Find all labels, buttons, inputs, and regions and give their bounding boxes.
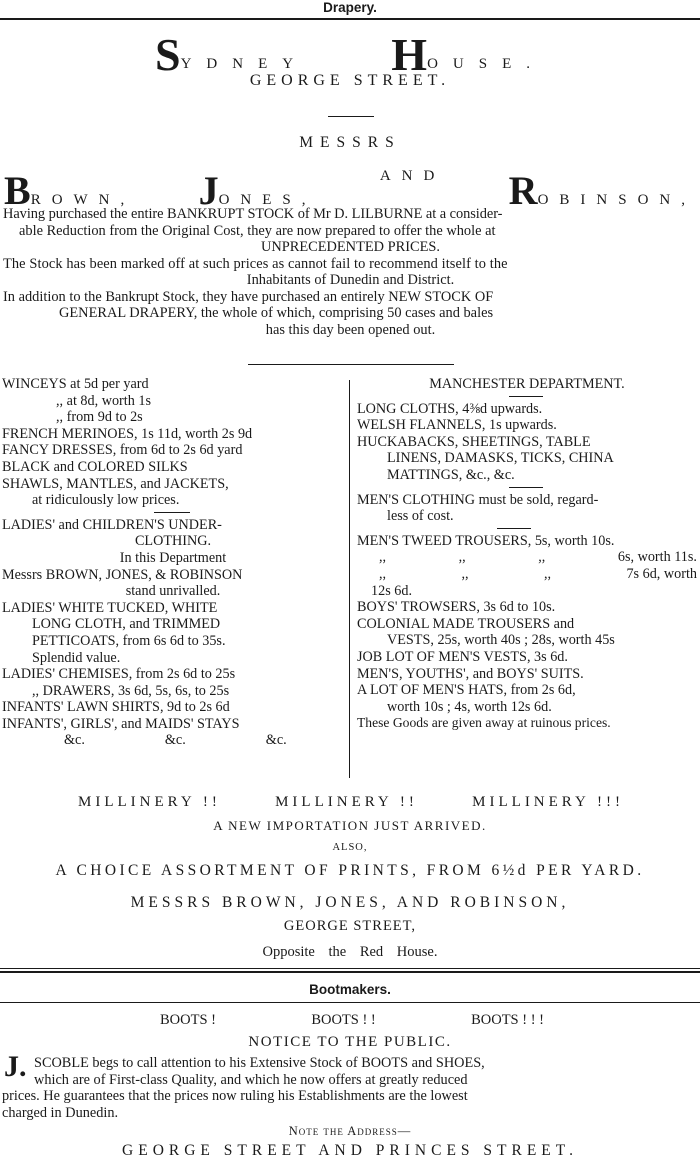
list-item: WINCEYS at 5d per yard [2, 376, 149, 392]
list-item: at ridiculously low prices. [32, 492, 180, 509]
intro-line: The Stock has been marked off at such prices as cannot fail to recommend itself to the [3, 255, 508, 272]
intro-line: In addition to the Bankrupt Stock, they have purchased an entirely NEW STOCK OF [3, 288, 494, 305]
list-item: INFANTS' LAWN SHIRTS, 9d to 2s 6d [2, 699, 230, 716]
body-line: SCOBLE begs to call attention to his Extensive Stock of BOOTS and SHOES, [34, 1055, 485, 1071]
body-line: which are of First-class Quality, and which he now offers at greatly reduced [34, 1071, 468, 1088]
body-line: prices. He guarantees that the prices now ruling his Establishments are the lowest [2, 1088, 468, 1104]
scoble-paragraph [2, 1055, 698, 1121]
list-item: LINENS, DAMASKS, TICKS, CHINA [387, 450, 614, 467]
list-item: FANCY DRESSES, from 6d to 2s 6d yard [2, 442, 243, 459]
title-house: HOUSE. [391, 29, 545, 80]
firm-brown: BROWN, [4, 168, 136, 213]
notice-heading: NOTICE TO THE PUBLIC. [248, 1034, 452, 1050]
list-item: CLOTHING. [134, 533, 212, 550]
list-item: LONG CLOTHS, 4⅜d upwards. [357, 400, 543, 417]
firm-jones: JONES, [198, 168, 317, 213]
list-item: ,, DRAWERS, 3s 6d, 5s, 6s, to 25s [32, 682, 230, 699]
list-item: SHAWLS, MANTLES, and JACKETS, [2, 475, 229, 492]
list-item: MEN'S CLOTHING must be sold, regard- [357, 491, 599, 508]
column-divider [349, 380, 350, 778]
list-item: COLONIAL MADE TROUSERS and [357, 615, 575, 632]
list-item: BLACK and COLORED SILKS [2, 458, 188, 475]
right-column [357, 376, 697, 732]
millinery-text: MILLINERY !!! [472, 794, 624, 810]
divider [0, 18, 700, 20]
etc: &c. [265, 732, 287, 749]
list-item: worth 10s ; 4s, worth 12s 6d. [387, 698, 552, 715]
divider [0, 1002, 700, 1003]
list-item: MEN'S, YOUTHS', and BOYS' SUITS. [357, 665, 584, 682]
intro-line: UNPRECEDENTED PRICES. [260, 239, 441, 255]
etc: &c. [64, 732, 85, 749]
list-item: BOYS' TROWSERS, 3s 6d to 10s. [357, 599, 556, 616]
note-address: Note the Address— [288, 1124, 412, 1138]
ditto: ,, [461, 565, 469, 582]
list-item: ,, from 9d to 2s [56, 409, 143, 426]
ditto: ,, [543, 565, 552, 582]
list-item: PETTICOATS, from 6s 6d to 35s. [32, 632, 226, 649]
list-item: less of cost. [387, 508, 454, 525]
ditto: ,, [458, 549, 466, 566]
list-item: 12s 6d. [371, 582, 412, 599]
list-item [357, 566, 697, 583]
short-rule [357, 525, 697, 533]
list-item: MEN'S TWEED TROUSERS, 5s, worth 10s. [357, 532, 615, 549]
title-sydney: SYDNEY [155, 29, 309, 80]
list-item: Messrs BROWN, JONES, & ROBINSON [2, 566, 243, 583]
intro-text [3, 206, 698, 338]
messrs-heading: MESSRS [299, 134, 401, 151]
address-line: GEORGE STREET AND PRINCES STREET. [122, 1142, 578, 1159]
list-item: MATTINGS, &c., &c. [387, 466, 515, 483]
list-item: A LOT OF MEN'S HATS, from 2s 6d, [357, 682, 576, 699]
intro-line: Inhabitants of Dunedin and District. [246, 272, 455, 288]
firm-robinson: ROBINSON, [508, 168, 696, 213]
millinery-text: MILLINERY !! [275, 794, 418, 810]
millinery-row [78, 794, 624, 811]
section-heading-drapery: Drapery. [323, 0, 377, 15]
also-line: ALSO, [332, 842, 368, 853]
etc-row [2, 732, 344, 749]
price: 6s, worth 11s. [617, 549, 697, 566]
divider [0, 971, 700, 973]
divider [248, 364, 454, 365]
list-item: VESTS, 25s, worth 40s ; 28s, worth 45s [387, 632, 615, 649]
firm-name-banner [4, 160, 696, 213]
list-item: In this Department [119, 549, 227, 566]
list-item: INFANTS', GIRLS', and MAIDS' STAYS [2, 715, 240, 732]
list-item: HUCKABACKS, SHEETINGS, TABLE [357, 433, 591, 450]
list-item: Splendid value. [32, 649, 121, 666]
list-item: FRENCH MERINOES, 1s 11d, worth 2s 9d [2, 425, 253, 442]
ditto: ,, [379, 549, 387, 566]
drop-initial: J. [4, 1050, 27, 1083]
left-column [2, 376, 344, 749]
list-item: MANCHESTER DEPARTMENT. [429, 376, 625, 392]
importation-line: A NEW IMPORTATION JUST ARRIVED. [213, 818, 487, 833]
body-line: charged in Dunedin. [2, 1104, 119, 1121]
opposite-line: Opposite the Red House. [262, 944, 438, 960]
list-item: ,, at 8d, worth 1s [56, 392, 151, 409]
list-item: LADIES' WHITE TUCKED, WHITE [2, 599, 218, 616]
short-rule [2, 509, 344, 517]
section-heading-bootmakers: Bootmakers. [309, 982, 391, 997]
list-item: WELSH FLANNELS, 1s upwards. [357, 417, 557, 434]
intro-line: has this day been opened out. [265, 321, 436, 338]
boots-text: BOOTS ! [160, 1012, 216, 1028]
firm-line: MESSRS BROWN, JONES, AND ROBINSON, [130, 894, 570, 911]
title-sydney-house [155, 24, 545, 80]
intro-line: GENERAL DRAPERY, the whole of which, comprising 50 cases and bales [59, 305, 494, 321]
list-item: LONG CLOTH, and TRIMMED [32, 616, 221, 633]
list-item: LADIES' CHEMISES, from 2s 6d to 25s [2, 666, 236, 683]
street-heading: GEORGE STREET. [249, 72, 451, 89]
boots-text: BOOTS ! ! ! [471, 1012, 544, 1028]
intro-line: able Reduction from the Original Cost, they are now prepared to offer the whole at [19, 222, 496, 239]
boots-row [160, 1012, 544, 1029]
divider [0, 968, 700, 969]
intro-line: Having purchased the entire BANKRUPT STOCK of Mr D. LILBURNE at a consider- [3, 206, 503, 222]
list-item: LADIES' and CHILDREN'S UNDER- [2, 516, 222, 533]
street-line: GEORGE STREET, [283, 918, 417, 934]
short-rule [357, 484, 697, 492]
list-item: These Goods are given away at ruinous prices. [357, 715, 611, 731]
etc: &c. [164, 732, 186, 749]
firm-and: AND [379, 168, 446, 184]
list-item: stand unrivalled. [125, 583, 221, 600]
short-rule [328, 116, 374, 117]
price: 7s 6d, worth [626, 565, 697, 582]
short-rule [357, 393, 697, 401]
ditto: ,, [538, 549, 546, 566]
list-item [357, 549, 697, 566]
millinery-text: MILLINERY !! [78, 794, 221, 810]
ditto: ,, [379, 565, 387, 582]
boots-text: BOOTS ! ! [311, 1012, 376, 1028]
prints-line: A CHOICE ASSORTMENT OF PRINTS, FROM 6½d PER YARD. [55, 862, 645, 879]
list-item: JOB LOT OF MEN'S VESTS, 3s 6d. [357, 648, 568, 665]
